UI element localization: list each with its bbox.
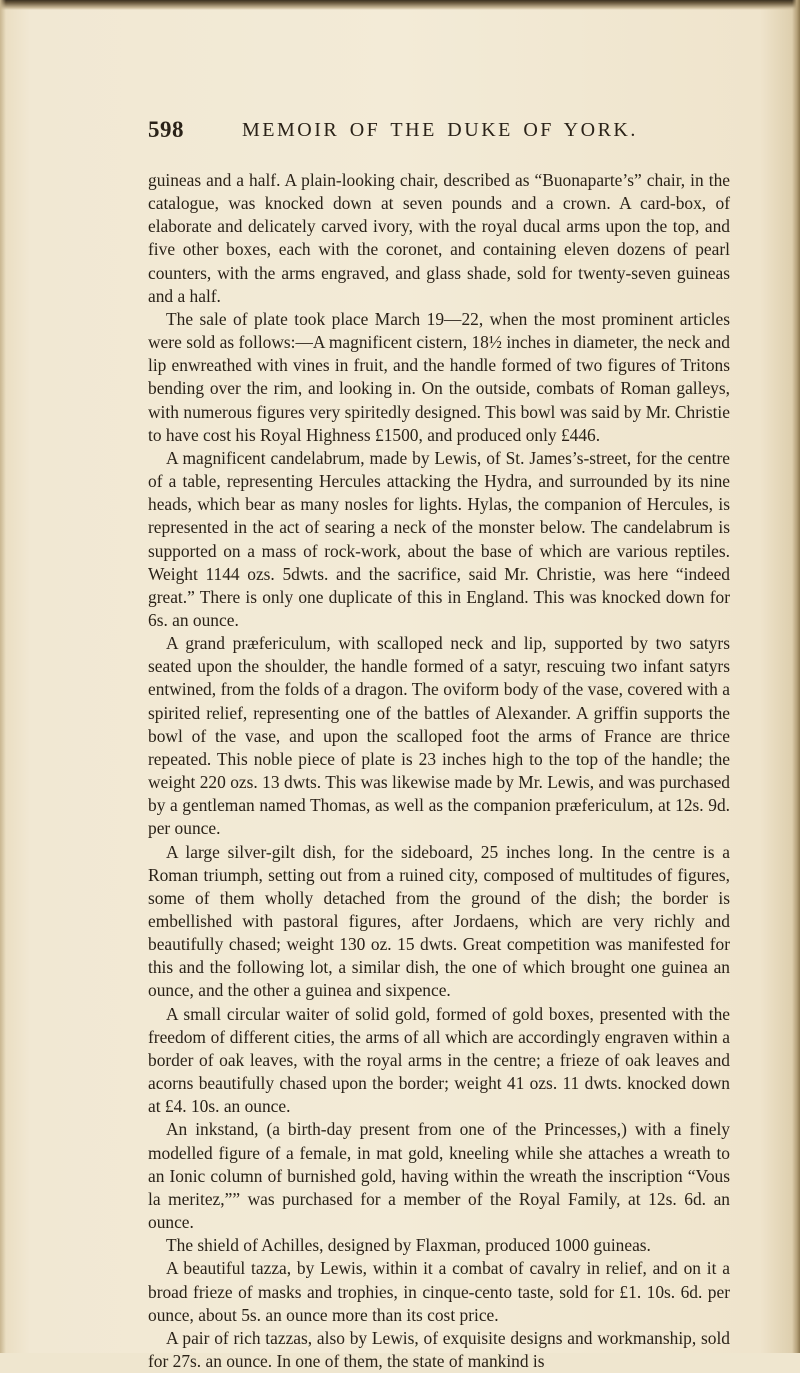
page-header xyxy=(148,117,728,149)
body-text xyxy=(148,169,730,1373)
paragraph: A beautiful tazza, by Lewis, within it a combat of cavalry in relief, and on it a broad frieze of masks and trophies, in cinque-cento taste, sold for £1. 10s. 6d. per ounce, about 5s. an ounce more than its cost price. xyxy=(148,1258,730,1325)
page-right-edge xyxy=(792,0,800,1353)
paragraph: A grand præfericulum, with scalloped neck and lip, supported by two satyrs seated upon the shoulder, the handle formed of a satyr, rescuing two infant satyrs entwined, from the folds of a dragon. The oviform body of the vase, covered with a spirited relief, representing one of the battles of Alexander. A griffin supports the bowl of the vase, and upon the scalloped foot the arms of France are thrice repeated. This noble piece of plate is 23 inches high to the top of the handle; the weight 220 ozs. 13 dwts. This was likewise made by Mr. Lewis, and was purchased by a gentleman named Thomas, as well as the companion præfericulum, at 12s. 9d. per ounce. xyxy=(148,633,730,839)
paragraph: A pair of rich tazzas, also by Lewis, of exquisite designs and workmanship, sold for 27s. an ounce. In one of them, the state of mankind is xyxy=(148,1327,730,1371)
paragraph: An inkstand, (a birth-day present from one of the Princesses,) with a finely modelled figure of a female, in mat gold, kneeling while she attaches a wreath to an Ionic column of burnished gold, having within the wreath the inscription “Vous la meritez,”” was purchased for a member of the Royal Family, at 12s. 6d. an ounce. xyxy=(148,1119,730,1233)
page-number: 598 xyxy=(148,117,184,142)
page-top-edge xyxy=(0,0,800,10)
page-left-edge xyxy=(0,0,6,1353)
paragraph: guineas and a half. A plain-looking chair, described as “Buonaparte’s” chair, in the catalogue, was knocked down at seven pounds and a crown. A card-box, of elaborate and delicately carved ivory, with the royal ducal arms upon the top, and five other boxes, each with the coronet, and containing eleven dozens of pearl counters, with the arms engraved, and glass shade, sold for twenty-seven guineas and a half. xyxy=(148,170,730,306)
paragraph: A magnificent candelabrum, made by Lewis, of St. James’s-street, for the centre of a table, representing Hercules attacking the Hydra, and surrounded by its nine heads, which bear as many nosles for lights. Hylas, the companion of Hercules, is represented in the act of searing a neck of the monster below. The candelabrum is supported on a mass of rock-work, about the base of which are various reptiles. Weight 1144 ozs. 5dwts. and the sacrifice, said Mr. Christie, was here “indeed great.” There is only one duplicate of this in England. This was knocked down for 6s. an ounce. xyxy=(148,447,730,630)
paragraph: The shield of Achilles, designed by Flaxman, produced 1000 guineas. xyxy=(166,1235,651,1256)
paragraph: A large silver-gilt dish, for the sideboard, 25 inches long. In the centre is a Roman triumph, setting out from a ruined city, composed of multitudes of figures, some of them wholly detached from the ground of the dish; the border is embellished with pastoral figures, after Jordaens, which are very richly and beautifully chased; weight 130 oz. 15 dwts. Great competition was manifested for this and the following lot, a similar dish, the one of which brought one guinea an ounce, and the other a guinea and sixpence. xyxy=(148,841,730,1001)
paragraph: A small circular waiter of solid gold, formed of gold boxes, presented with the freedom of different cities, the arms of all which are accordingly engraven within a border of oak leaves, with the royal arms in the centre; a frieze of oak leaves and acorns beautifully chased upon the border; weight 41 ozs. 11 dwts. knocked down at £4. 10s. an ounce. xyxy=(148,1003,730,1117)
running-head: MEMOIR OF THE DUKE OF YORK. xyxy=(242,119,638,141)
paragraph: The sale of plate took place March 19—22, when the most prominent articles were sold as follows:—A magnificent cistern, 18½ inches in diameter, the neck and lip enwreathed with vines in fruit, and the handle formed of two figures of Tritons bending over the rim, and looking in. On the outside, combats of Roman galleys, with numerous figures very spiritedly designed. This bowl was said by Mr. Christie to have cost his Royal Highness £1500, and produced only £446. xyxy=(148,308,730,445)
